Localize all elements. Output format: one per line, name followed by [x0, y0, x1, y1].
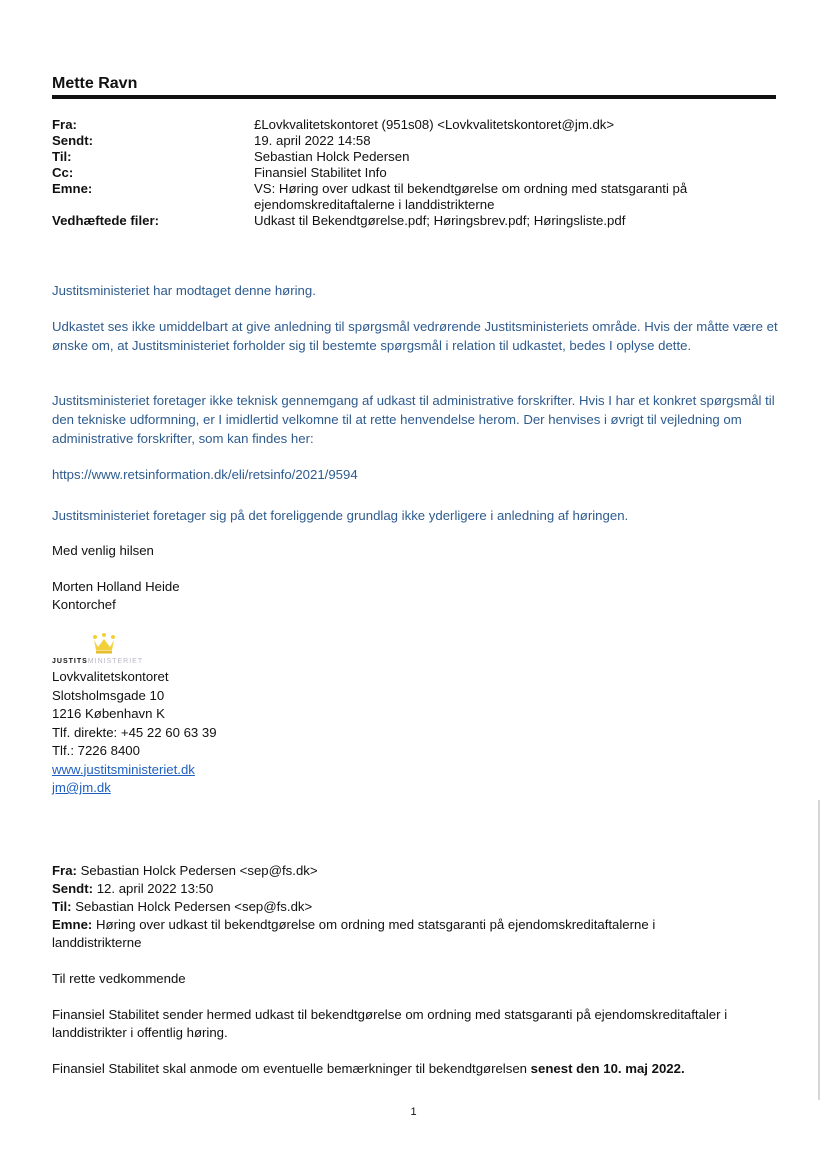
body-url[interactable]: https://www.retsinformation.dk/eli/retsinfo/2021/9594 [52, 467, 358, 482]
forwarded-from [52, 862, 782, 880]
forwarded-from-label: Fra: [52, 863, 77, 878]
forwarded-sent-label: Sendt: [52, 881, 94, 896]
mailbox-owner-name: Mette Ravn [52, 75, 138, 92]
forwarded-subject [52, 916, 782, 952]
header-value: Finansiel Stabilitet Info [254, 165, 387, 180]
header-label: Til: [52, 149, 72, 164]
page-number: 1 [410, 1106, 417, 1118]
header-label: Fra: [52, 117, 77, 132]
header-row-cc [52, 165, 782, 181]
closing-text: Med venlig hilsen [52, 543, 154, 558]
deadline-text: Finansiel Stabilitet skal anmode om eventuelle bemærkninger til bekendtgørelsen [52, 1061, 531, 1076]
forwarded-greeting: Til rette vedkommende [52, 971, 186, 986]
forwarded-sent-value: 12. april 2022 13:50 [96, 881, 214, 896]
header-label: Cc: [52, 165, 74, 180]
body-paragraph: Udkastet ses ikke umiddelbart at give anledning til spørgsmål vedrørende Justitsministeriets område. Hvis der måtte være et ønske om, at Justitsministeriet forholder sig til bestemte spørgsmål i relation til udkastet, bedes I oplyse dette. [52, 319, 778, 353]
body-paragraph: Justitsministeriet foretager sig på det foreliggende grundlag ikke yderligere i anledning af høringen. [52, 508, 629, 523]
scan-margin-mark [818, 800, 820, 1100]
header-row-subject [52, 181, 782, 213]
header-row-sent [52, 133, 782, 149]
forwarded-to-label: Til: [52, 899, 72, 914]
forwarded-from-value: Sebastian Holck Pedersen <sep@fs.dk> [80, 863, 318, 878]
logo-wordmark [52, 658, 143, 665]
header-row-to [52, 149, 782, 165]
header-value: Udkast til Bekendtgørelse.pdf; Høringsbrev.pdf; Høringsliste.pdf [254, 213, 626, 228]
signature-block [52, 668, 217, 798]
header-row-attachments [52, 213, 782, 229]
signer-title: Kontorchef [52, 597, 116, 612]
forwarded-subject-label: Emne: [52, 917, 93, 932]
logo-wordmark-light: MINISTERIET [87, 658, 144, 665]
header-row-from [52, 117, 782, 133]
header-label: Emne: [52, 181, 93, 196]
crown-icon [92, 632, 116, 654]
header-rule [52, 95, 776, 99]
header-value: VS: Høring over udkast til bekendtgørelse om ordning med statsgaranti på ejendomskreditaftalerne i landdistrikterne [254, 181, 688, 212]
signature-phone: Tlf.: 7226 8400 [52, 743, 140, 758]
signature-website-link[interactable]: www.justitsministeriet.dk [52, 761, 195, 777]
deadline-date: senest den 10. maj 2022. [530, 1061, 685, 1076]
signature-city: 1216 København K [52, 706, 165, 721]
signer-name: Morten Holland Heide [52, 579, 180, 594]
forwarded-to [52, 898, 782, 916]
signature-street: Slotsholmsgade 10 [52, 687, 165, 703]
forwarded-to-value: Sebastian Holck Pedersen <sep@fs.dk> [75, 899, 313, 914]
forwarded-sent [52, 880, 782, 898]
forwarded-paragraph-deadline [52, 1060, 782, 1078]
signature-phone-direct: Tlf. direkte: +45 22 60 63 39 [52, 724, 217, 740]
signature-office: Lovkvalitetskontoret [52, 669, 169, 684]
forwarded-message [52, 862, 782, 1078]
header-label: Vedhæftede filer: [52, 213, 159, 228]
body-paragraph: Justitsministeriet har modtaget denne høring. [52, 283, 316, 298]
logo-wordmark-bold: JUSTITS [52, 658, 88, 665]
signature-email-link[interactable]: jm@jm.dk [52, 780, 111, 795]
header-value: Sebastian Holck Pedersen [254, 149, 410, 164]
body-paragraph: Justitsministeriet foretager ikke teknisk gennemgang af udkast til administrative forskrifter. Hvis I har et konkret spørgsmål til den tekniske udformning, er I imidlertid velkomne til at rette henvendelse herom. Der henvises i øvrigt til vejledning om administrative forskrifter, som kan findes her: [52, 393, 775, 446]
email-header-block [52, 117, 782, 229]
forwarded-subject-value: Høring over udkast til bekendtgørelse om ordning med statsgaranti på ejendomskreditaftalerne i landdistrikterne [52, 917, 656, 950]
header-value: 19. april 2022 14:58 [254, 133, 371, 148]
forwarded-paragraph: Finansiel Stabilitet sender hermed udkast til bekendtgørelse om ordning med statsgaranti på ejendomskreditaftaler i landdistrikter i offentlig høring. [52, 1007, 728, 1040]
header-value: £Lovkvalitetskontoret (951s08) <Lovkvalitetskontoret@jm.dk> [254, 117, 615, 132]
header-label: Sendt: [52, 133, 94, 148]
